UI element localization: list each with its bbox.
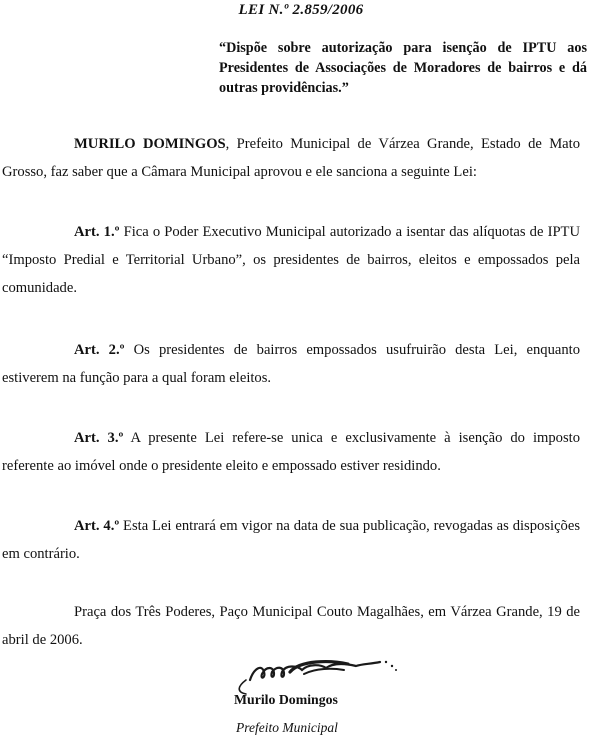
article-1-label: Art. 1.º (74, 224, 120, 240)
handwritten-signature (220, 650, 400, 695)
article-3 (2, 424, 580, 480)
law-summary: “Dispõe sobre autorização para isenção de IPTU aos Presidentes de Associações de Moradores de bairros e dá outras providências.” (219, 40, 587, 96)
article-2-label: Art. 2.º (74, 342, 125, 358)
mayor-name: MURILO DOMINGOS (74, 136, 226, 152)
article-1 (2, 218, 580, 302)
signatory-role: Prefeito Municipal (236, 720, 338, 735)
preamble-paragraph (2, 130, 580, 186)
article-3-label: Art. 3.º (74, 430, 124, 446)
article-1-text: Fica o Poder Executivo Municipal autorizado a isentar das alíquotas de IPTU “Imposto Predial e Territorial Urbano”, os presidentes de bairros, eleitos e empossados pela comunidade. (2, 224, 581, 296)
signature-block (220, 650, 400, 740)
law-title: LEI N.º 2.859/2006 (238, 2, 364, 18)
article-3-text: A presente Lei refere-se unica e exclusivamente à isenção do imposto referente ao imóvel onde o presidente eleito e empossado estiver residindo. (2, 430, 581, 474)
article-4-label: Art. 4.º (74, 518, 120, 534)
article-2 (2, 336, 580, 392)
closing-paragraph: Praça dos Três Poderes, Paço Municipal Couto Magalhães, em Várzea Grande, 19 de abril de 2006. (2, 604, 580, 648)
article-4 (2, 512, 580, 568)
signatory-name: Murilo Domingos (234, 692, 338, 707)
article-2-text: Os presidentes de bairros empossados usufruirão desta Lei, enquanto estiverem na função para a qual foram eleitos. (2, 342, 580, 386)
article-4-text: Esta Lei entrará em vigor na data de sua publicação, revogadas as disposições em contrário. (2, 518, 580, 562)
preamble-text: , Prefeito Municipal de Várzea Grande, Estado de Mato Grosso, faz saber que a Câmara Municipal aprovou e ele sanciona a seguinte Lei: (2, 136, 581, 180)
